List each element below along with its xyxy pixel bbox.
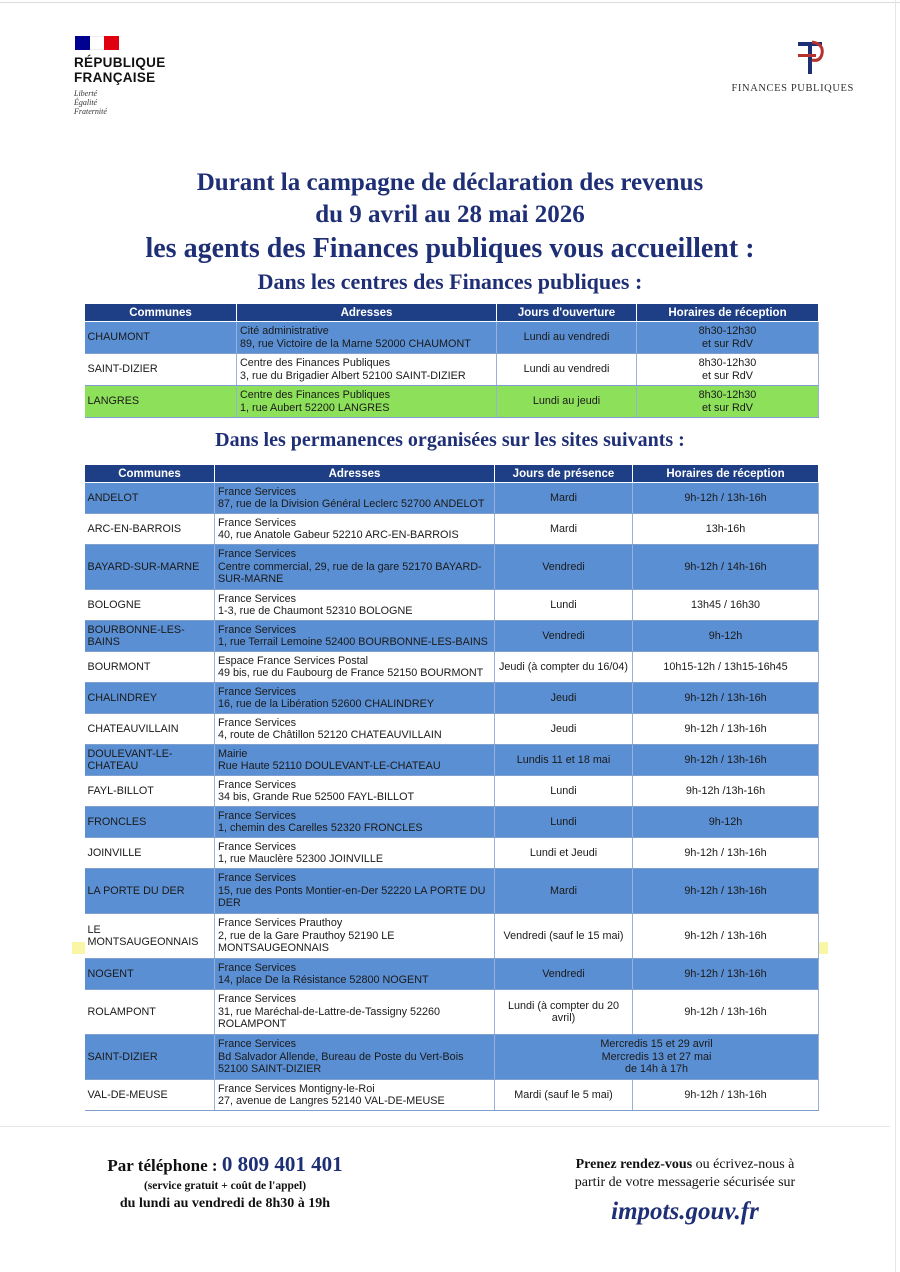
rf-name-2: FRANÇAISE: [74, 70, 156, 85]
address-line: France Services: [218, 685, 297, 698]
rdv-line-1: [520, 1156, 850, 1174]
table-row: [85, 652, 819, 683]
hours-cell: 9h-12h / 14h-16h: [633, 545, 819, 590]
hours-cell: [637, 386, 819, 418]
days-cell: Lundi au vendredi: [497, 322, 637, 354]
days-cell: Vendredi (sauf le 15 mai): [495, 914, 633, 959]
days-cell: Vendredi: [495, 959, 633, 990]
phone-number[interactable]: 0 809 401 401: [221, 1152, 343, 1176]
commune-cell: DOULEVANT-LE-CHATEAU: [85, 745, 215, 776]
address-line: 31, rue Maréchal-de-Lattre-de-Tassigny 52260 ROLAMPONT: [218, 1005, 441, 1031]
table-row: [85, 683, 819, 714]
commune-cell: BOURBONNE-LES-BAINS: [85, 621, 215, 652]
days-cell: Vendredi: [495, 545, 633, 590]
table-row: [85, 354, 819, 386]
address-line: France Services: [218, 592, 297, 605]
address-cell: [215, 838, 495, 869]
rf-name-1: RÉPUBLIQUE: [74, 55, 166, 70]
hours-line: et sur RdV: [701, 401, 753, 414]
address-line: Cité administrative: [240, 325, 329, 337]
address-line: 49 bis, rue du Faubourg de France 52150 BOURMONT: [218, 667, 484, 679]
table-row: [85, 714, 819, 745]
title-line-2: du 9 avril au 28 mai 2026: [315, 201, 585, 228]
french-flag-icon: [75, 36, 119, 50]
address-line: 1, chemin des Carelles 52320 FRONCLES: [218, 822, 423, 834]
hours-cell: 9h-12h /13h-16h: [633, 776, 819, 807]
table-row: [85, 590, 819, 621]
address-cell: [215, 590, 495, 621]
hours-cell: 9h-12h / 13h-16h: [633, 745, 819, 776]
table-row: [85, 869, 819, 914]
commune-cell: FRONCLES: [85, 807, 215, 838]
address-line: 4, route de Châtillon 52120 CHATEAUVILLAIN: [218, 729, 442, 741]
address-line: France Services: [218, 872, 297, 885]
address-line: France Services: [218, 548, 297, 561]
hours-cell: 9h-12h / 13h-16h: [633, 990, 819, 1035]
hours-cell: 9h-12h / 13h-16h: [633, 869, 819, 914]
table-row: [85, 386, 819, 418]
footer-divider: [0, 1126, 890, 1127]
address-line: France Services: [218, 809, 297, 822]
commune-cell: VAL-DE-MEUSE: [85, 1080, 215, 1111]
address-line: 89, rue Victoire de la Marne 52000 CHAUMONT: [240, 337, 471, 350]
rf-motto-1: Liberté: [74, 89, 98, 98]
address-cell: [215, 776, 495, 807]
republique-francaise-logo: [74, 36, 166, 116]
address-line: 1, rue Aubert 52200 LANGRES: [240, 401, 390, 414]
table-row: [85, 1080, 819, 1111]
hours-cell: 13h-16h: [633, 514, 819, 545]
address-line: France Services: [218, 993, 297, 1006]
address-cell: [237, 354, 497, 386]
address-line: France Services: [218, 516, 297, 529]
hours-line: 8h30-12h30: [698, 325, 757, 337]
address-line: 1, rue Mauclère 52300 JOINVILLE: [218, 853, 384, 865]
impots-site-link[interactable]: impots.gouv.fr: [611, 1198, 759, 1225]
days-cell: Jeudi: [495, 714, 633, 745]
hours-cell: 9h-12h: [633, 621, 819, 652]
address-cell: [215, 1035, 495, 1080]
address-cell: [215, 514, 495, 545]
hours-cell: 9h-12h / 13h-16h: [633, 483, 819, 514]
days-cell: Lundi: [495, 590, 633, 621]
address-line: France Services: [218, 716, 297, 729]
merged-schedule-cell: [495, 1035, 819, 1080]
col-header: Horaires de réception: [637, 304, 819, 322]
title-line-3: les agents des Finances publiques vous accueillent :: [145, 233, 755, 264]
table-row: [85, 745, 819, 776]
rdv-bold: Prenez rendez-vous: [575, 1157, 693, 1172]
table-row: [85, 990, 819, 1035]
hours-cell: 9h-12h: [633, 807, 819, 838]
address-line: 27, avenue de Langres 52140 VAL-DE-MEUSE: [218, 1095, 445, 1107]
address-line: 14, place De la Résistance 52800 NOGENT: [218, 974, 429, 986]
table-row: [85, 838, 819, 869]
section-title-centres: Dans les centres des Finances publiques :: [257, 269, 643, 294]
table-row: [85, 776, 819, 807]
days-cell: Lundi: [495, 807, 633, 838]
days-cell: Jeudi (à compter du 16/04): [495, 652, 633, 683]
address-cell: [237, 322, 497, 354]
commune-cell: JOINVILLE: [85, 838, 215, 869]
days-cell: Mardi (sauf le 5 mai): [495, 1080, 633, 1111]
commune-cell: BAYARD-SUR-MARNE: [85, 545, 215, 590]
col-header: Adresses: [237, 304, 497, 322]
commune-cell: ROLAMPONT: [85, 990, 215, 1035]
schedule-line: de 14h à 17h: [624, 1063, 689, 1076]
address-line: 1-3, rue de Chaumont 52310 BOLOGNE: [218, 605, 413, 617]
rf-motto-3: Fraternité: [74, 107, 107, 116]
finances-publiques-icon: [794, 38, 828, 76]
commune-cell: BOLOGNE: [85, 590, 215, 621]
col-header: Communes: [85, 304, 237, 322]
address-cell: [215, 959, 495, 990]
commune-cell: CHATEAUVILLAIN: [85, 714, 215, 745]
hours-cell: 9h-12h / 13h-16h: [633, 1080, 819, 1111]
address-cell: [237, 386, 497, 418]
commune-cell: SAINT-DIZIER: [85, 354, 237, 386]
days-cell: Mardi: [495, 514, 633, 545]
address-line: Centre commercial, 29, rue de la gare 52170 BAYARD-SUR-MARNE: [218, 560, 482, 586]
commune-cell: SAINT-DIZIER: [85, 1035, 215, 1080]
col-header: Jours de présence: [495, 465, 633, 483]
col-header: Jours d'ouverture: [497, 304, 637, 322]
address-line: France Services Montigny-le-Roi: [218, 1082, 375, 1095]
address-line: Rue Haute 52110 DOULEVANT-LE-CHATEAU: [218, 760, 441, 772]
days-cell: Mardi: [495, 483, 633, 514]
col-header: Adresses: [215, 465, 495, 483]
days-cell: Vendredi: [495, 621, 633, 652]
col-header: Horaires de réception: [633, 465, 819, 483]
schedule-line: Mercredis 13 et 27 mai: [601, 1050, 712, 1063]
phone-label: Par téléphone :: [107, 1156, 218, 1175]
table-row: [85, 807, 819, 838]
commune-cell: NOGENT: [85, 959, 215, 990]
days-cell: Lundi: [495, 776, 633, 807]
rdv-rest: ou écrivez-nous à: [695, 1157, 795, 1172]
hours-cell: 9h-12h / 13h-16h: [633, 683, 819, 714]
days-cell: Lundi (à compter du 20 avril): [495, 990, 633, 1035]
table-row: [85, 959, 819, 990]
address-line: 16, rue de la Libération 52600 CHALINDREY: [218, 698, 435, 710]
schedule-line: Mercredis 15 et 29 avril: [600, 1038, 713, 1051]
table-header-row: [85, 304, 819, 322]
address-cell: [215, 621, 495, 652]
address-line: 87, rue de la Division Général Leclerc 52700 ANDELOT: [218, 498, 485, 510]
address-line: 2, rue de la Gare Prauthoy 52190 LE MONTSAUGEONNAIS: [218, 929, 395, 955]
hours-line: 8h30-12h30: [698, 389, 757, 401]
rf-motto-2: Égalité: [74, 98, 98, 107]
hours-cell: 9h-12h / 13h-16h: [633, 959, 819, 990]
phone-note: (service gratuit + coût de l'appel): [143, 1180, 307, 1192]
table-row: [85, 545, 819, 590]
address-line: Mairie: [218, 747, 248, 760]
address-line: France Services: [218, 623, 297, 636]
table-row: [85, 1035, 819, 1080]
phone-hours: du lundi au vendredi de 8h30 à 19h: [119, 1196, 331, 1211]
table-row: [85, 483, 819, 514]
top-edge: [0, 2, 900, 3]
address-line: Centre des Finances Publiques: [240, 389, 391, 401]
address-cell: [215, 483, 495, 514]
rdv-line-2: partir de votre messagerie sécurisée sur: [574, 1175, 796, 1190]
address-line: France Services: [218, 485, 297, 498]
commune-cell: CHALINDREY: [85, 683, 215, 714]
hours-cell: [637, 322, 819, 354]
address-line: France Services Prauthoy: [218, 917, 343, 930]
address-line: 40, rue Anatole Gabeur 52210 ARC-EN-BARROIS: [218, 529, 459, 541]
days-cell: Mardi: [495, 869, 633, 914]
days-cell: Jeudi: [495, 683, 633, 714]
commune-cell: ARC-EN-BARROIS: [85, 514, 215, 545]
hours-cell: 9h-12h / 13h-16h: [633, 838, 819, 869]
address-cell: [215, 652, 495, 683]
hours-line: et sur RdV: [701, 369, 753, 382]
address-line: Centre des Finances Publiques: [240, 357, 391, 369]
days-cell: Lundis 11 et 18 mai: [495, 745, 633, 776]
section-title-permanences: Dans les permanences organisées sur les sites suivants :: [215, 429, 685, 451]
commune-cell: LANGRES: [85, 386, 237, 418]
centres-table: [84, 303, 819, 418]
hours-cell: 13h45 / 16h30: [633, 590, 819, 621]
commune-cell: FAYL-BILLOT: [85, 776, 215, 807]
permanences-table: [84, 464, 819, 1111]
col-header: Communes: [85, 465, 215, 483]
hours-line: 8h30-12h30: [698, 357, 757, 369]
address-cell: [215, 990, 495, 1035]
days-cell: Lundi et Jeudi: [495, 838, 633, 869]
commune-cell: LE MONTSAUGEONNAIS: [85, 914, 215, 959]
table-row: [85, 322, 819, 354]
address-line: France Services: [218, 778, 297, 791]
address-line: 34 bis, Grande Rue 52500 FAYL-BILLOT: [218, 791, 415, 803]
address-line: France Services: [218, 1038, 297, 1051]
hours-cell: [637, 354, 819, 386]
address-cell: [215, 914, 495, 959]
table-row: [85, 914, 819, 959]
commune-cell: BOURMONT: [85, 652, 215, 683]
days-cell: Lundi au jeudi: [497, 386, 637, 418]
table-header-row: [85, 465, 819, 483]
commune-cell: CHAUMONT: [85, 322, 237, 354]
hours-cell: 10h15-12h / 13h15-16h45: [633, 652, 819, 683]
address-cell: [215, 714, 495, 745]
finances-publiques-logo: [731, 38, 854, 94]
address-cell: [215, 683, 495, 714]
commune-cell: LA PORTE DU DER: [85, 869, 215, 914]
address-cell: [215, 1080, 495, 1111]
address-line: France Services: [218, 840, 297, 853]
days-cell: Lundi au vendredi: [497, 354, 637, 386]
address-line: Espace France Services Postal: [218, 654, 369, 667]
commune-cell: ANDELOT: [85, 483, 215, 514]
online-contact: [520, 1156, 850, 1226]
phone-contact: [70, 1152, 380, 1214]
address-cell: [215, 807, 495, 838]
hours-line: et sur RdV: [701, 337, 753, 350]
address-cell: [215, 545, 495, 590]
address-cell: [215, 869, 495, 914]
hours-cell: 9h-12h / 13h-16h: [633, 914, 819, 959]
table-row: [85, 514, 819, 545]
phone-line: [70, 1152, 380, 1178]
title-line-1: Durant la campagne de déclaration des revenus: [196, 169, 704, 196]
hours-cell: 9h-12h / 13h-16h: [633, 714, 819, 745]
table-row: [85, 621, 819, 652]
address-line: 15, rue des Ponts Montier-en-Der 52220 LA PORTE DU DER: [218, 884, 486, 910]
address-line: 3, rue du Brigadier Albert 52100 SAINT-DIZIER: [240, 369, 466, 382]
address-line: Bd Salvador Allende, Bureau de Poste du Vert-Bois 52100 SAINT-DIZIER: [218, 1050, 464, 1076]
address-line: France Services: [218, 961, 297, 974]
address-line: 1, rue Terrail Lemoine 52400 BOURBONNE-LES-BAINS: [218, 636, 488, 648]
address-cell: [215, 745, 495, 776]
finances-publiques-text: FINANCES PUBLIQUES: [731, 83, 854, 94]
